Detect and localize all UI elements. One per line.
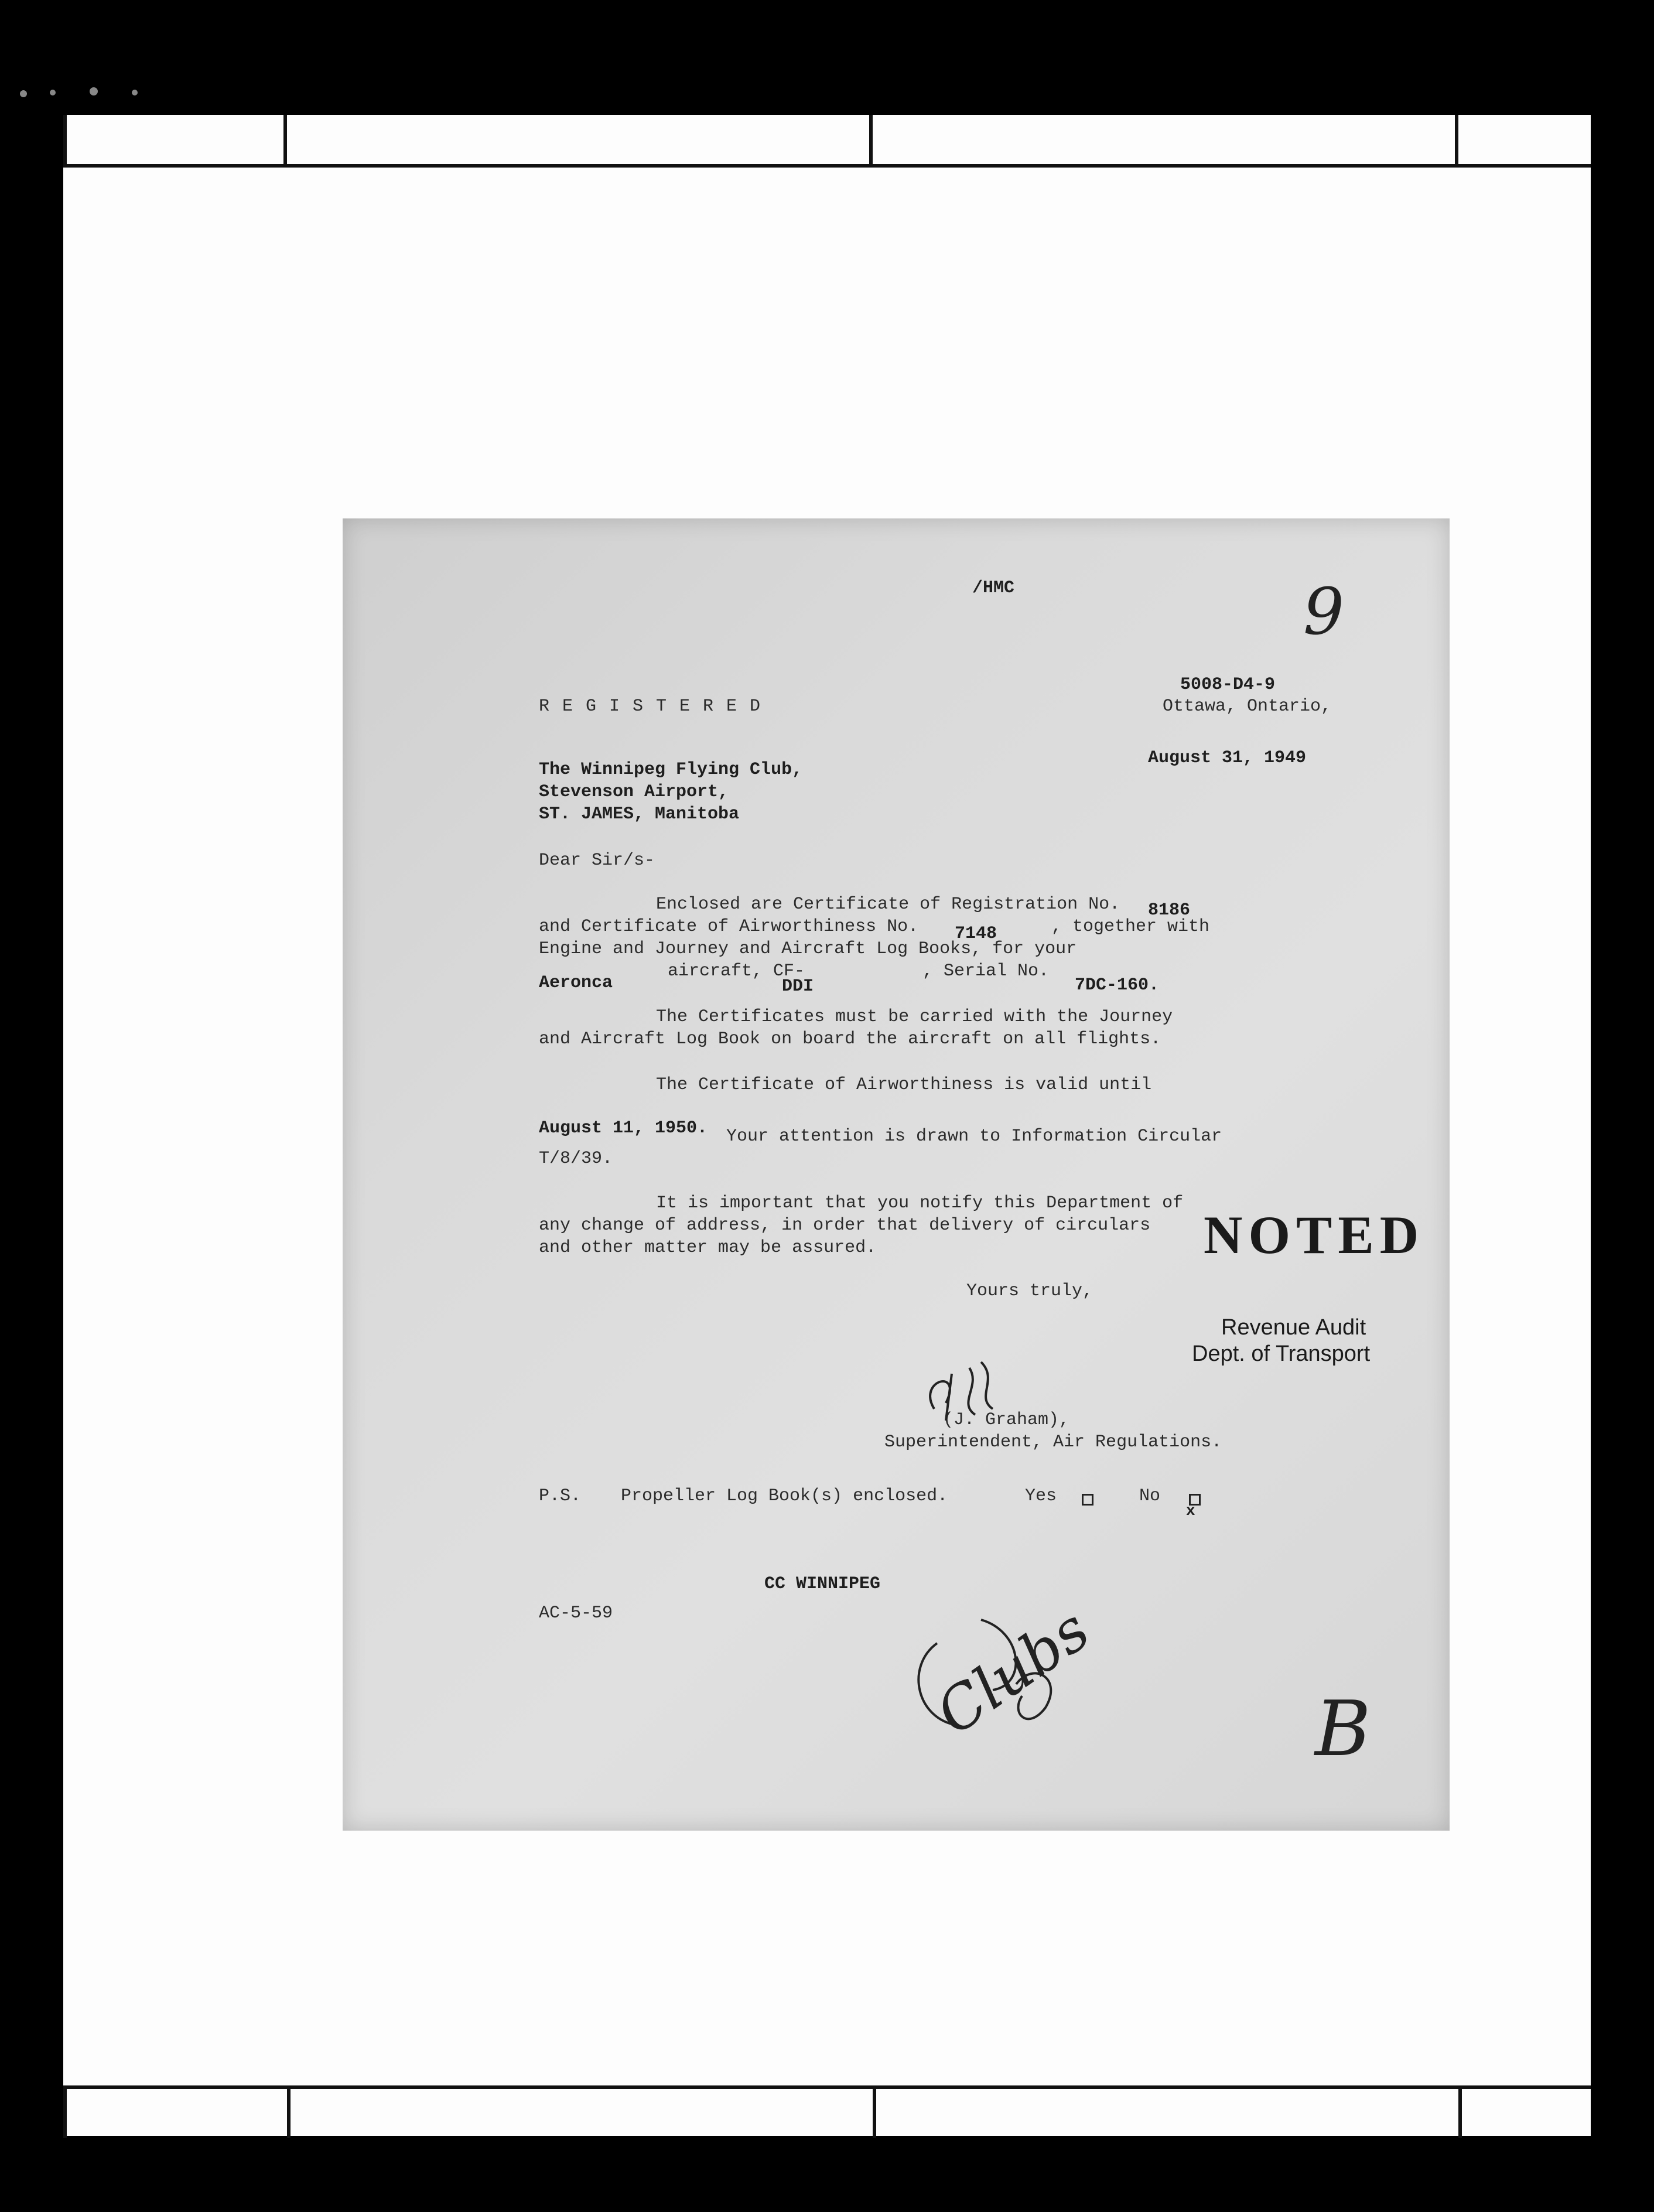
film-divider xyxy=(283,115,287,168)
file-number: 5008-D4-9 xyxy=(1180,675,1276,695)
valid-until-date: August 11, 1950. xyxy=(539,1118,708,1138)
airworthiness-number: 7148 xyxy=(955,924,997,944)
body-line: any change of address, in order that delivery of circulars xyxy=(539,1216,1151,1235)
body-line: and Certificate of Airworthiness No. xyxy=(539,917,919,937)
registration-number: 8186 xyxy=(1148,900,1191,920)
address-line-2: Stevenson Airport, xyxy=(539,782,729,802)
cf-registration: DDI xyxy=(782,977,814,996)
letter-sheet xyxy=(343,518,1450,1831)
handwritten-clubs: Clubs xyxy=(924,1595,1102,1749)
stamp-revenue-audit: Revenue Audit xyxy=(1221,1315,1366,1340)
handwritten-corner-mark: B xyxy=(1315,1684,1371,1773)
body-line: and other matter may be assured. xyxy=(539,1238,877,1258)
body-line: The Certificates must be carried with the Journey xyxy=(656,1007,1173,1027)
film-noise xyxy=(12,23,164,100)
serial-number: 7DC-160. xyxy=(1075,975,1160,995)
body-line: It is important that you notify this Department of xyxy=(656,1193,1184,1213)
city-line: Ottawa, Ontario, xyxy=(1163,697,1332,716)
body-line: T/8/39. xyxy=(539,1149,613,1169)
ps-yes-label: Yes xyxy=(1025,1486,1057,1506)
letter-date: August 31, 1949 xyxy=(1148,748,1307,768)
film-divider xyxy=(1458,2089,1462,2138)
body-line: The Certificate of Airworthiness is valid until xyxy=(656,1075,1152,1095)
ps-label: P.S. xyxy=(539,1486,582,1506)
aircraft-make: Aeronca xyxy=(539,973,613,993)
ps-no-label: No xyxy=(1139,1486,1161,1506)
film-divider xyxy=(873,2089,876,2138)
noted-stamp: NOTED xyxy=(1204,1205,1425,1265)
address-line-3: ST. JAMES, Manitoba xyxy=(539,804,740,824)
body-line: Your attention is drawn to Information Circular xyxy=(726,1127,1222,1146)
body-line: aircraft, CF- xyxy=(668,961,805,981)
form-number: AC-5-59 xyxy=(539,1603,613,1623)
body-line: Engine and Journey and Aircraft Log Books, for your xyxy=(539,939,1077,959)
address-line-1: The Winnipeg Flying Club, xyxy=(539,760,803,780)
body-line: and Aircraft Log Book on board the aircraft on all flights. xyxy=(539,1029,1161,1049)
stamp-dept-transport: Dept. of Transport xyxy=(1192,1341,1371,1366)
registered-label: R E G I S T E R E D xyxy=(539,697,762,716)
film-strip-top xyxy=(63,115,1591,168)
signatory-title: Superintendent, Air Regulations. xyxy=(884,1432,1222,1452)
closing: Yours truly, xyxy=(966,1281,1093,1301)
salutation: Dear Sir/s- xyxy=(539,851,655,871)
body-line: Enclosed are Certificate of Registration No. xyxy=(656,895,1120,914)
ps-text: Propeller Log Book(s) enclosed. xyxy=(621,1486,948,1506)
no-check-mark: x xyxy=(1186,1502,1195,1520)
film-divider xyxy=(869,115,873,168)
serial-label: , Serial No. xyxy=(922,961,1050,981)
signatory-name: (J. Graham), xyxy=(943,1410,1070,1430)
signature-scribble xyxy=(343,518,1450,1831)
film-divider xyxy=(287,2089,291,2138)
ref-initials: /HMC xyxy=(972,578,1015,598)
film-divider xyxy=(1455,115,1458,168)
handwritten-page-number: 9 xyxy=(1303,574,1344,649)
film-strip-bottom xyxy=(63,2085,1591,2138)
cc-line: CC WINNIPEG xyxy=(764,1574,881,1594)
together-with: , together with xyxy=(1051,917,1210,937)
